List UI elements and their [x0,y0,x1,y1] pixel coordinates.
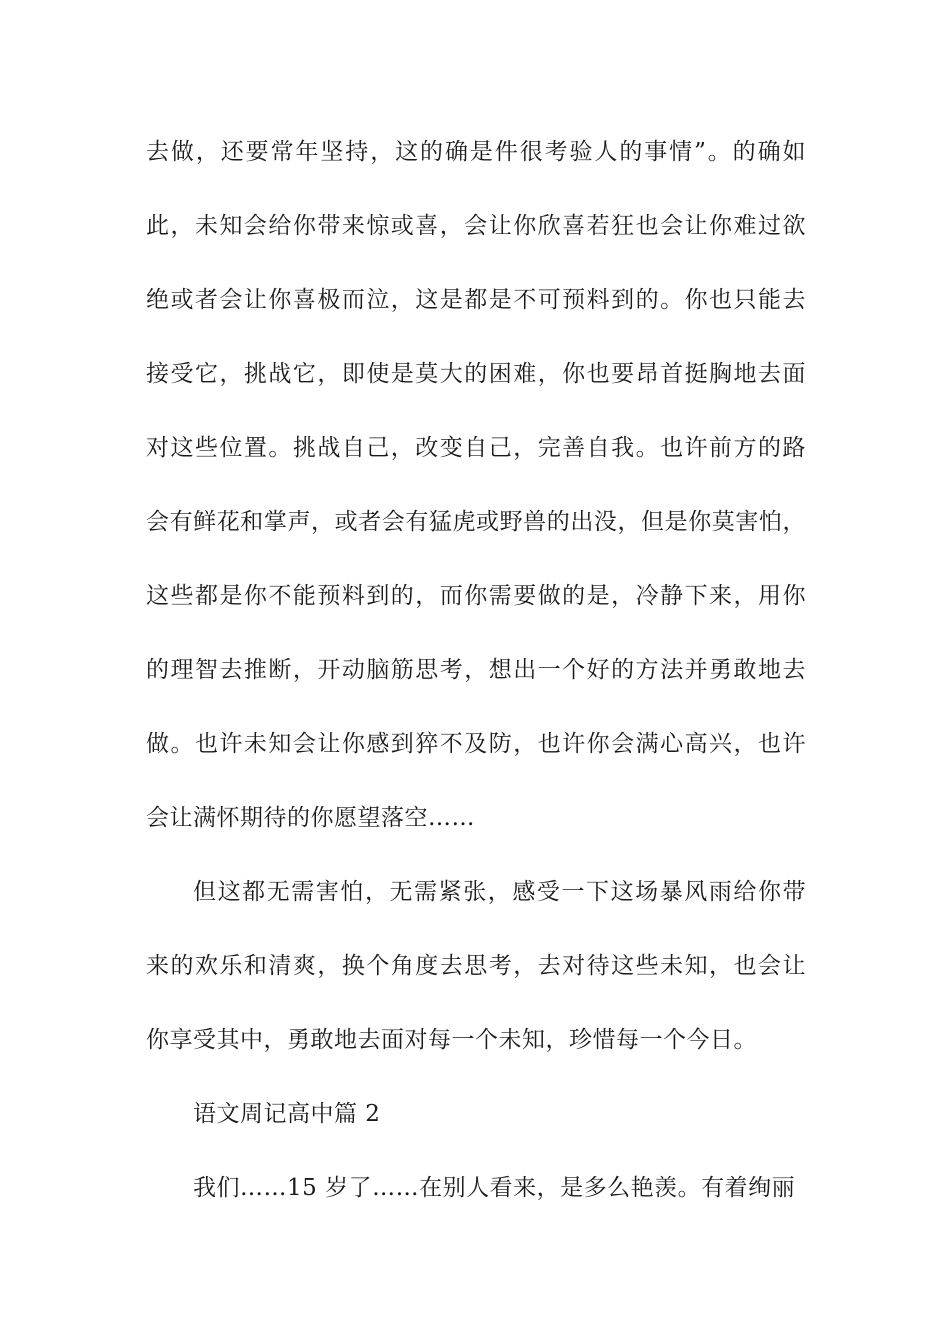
paragraph-line: 做。也许未知会让你感到猝不及防，也许你会满心高兴，也许 [146,731,806,757]
paragraph-line: 对这些位置。挑战自己，改变自己，完善自我。也许前方的路 [146,435,806,461]
paragraph-line: 我们……15 岁了……在别人看来，是多么艳羡。有着绚丽 [193,1175,796,1201]
paragraph-line: 绝或者会让你喜极而泣，这是都是不可预料到的。你也只能去 [146,287,806,313]
paragraph-line: 接受它，挑战它，即使是莫大的困难，你也要昂首挺胸地去面 [146,361,806,387]
paragraph-line: 来的欢乐和清爽，换个角度去思考，去对待这些未知，也会让 [146,953,806,979]
paragraph-line: 你享受其中，勇敢地去面对每一个未知，珍惜每一个今日。 [146,1027,757,1053]
paragraph-line: 去做，还要常年坚持，这的确是件很考验人的事情”。的确如 [146,139,806,165]
paragraph-line: 会有鲜花和掌声，或者会有猛虎或野兽的出没，但是你莫害怕， [146,509,806,535]
paragraph-line: 这些都是你不能预料到的，而你需要做的是，冷静下来，用你 [146,583,806,609]
paragraph-line: 的理智去推断，开动脑筋思考，想出一个好的方法并勇敢地去 [146,657,806,683]
paragraph-line: 会让满怀期待的你愿望落空…… [146,805,475,831]
section-heading: 语文周记高中篇 2 [193,1101,381,1127]
paragraph-line: 但这都无需害怕，无需紧张，感受一下这场暴风雨给你带 [193,879,806,905]
paragraph-line: 此，未知会给你带来惊或喜，会让你欣喜若狂也会让你难过欲 [146,213,806,239]
